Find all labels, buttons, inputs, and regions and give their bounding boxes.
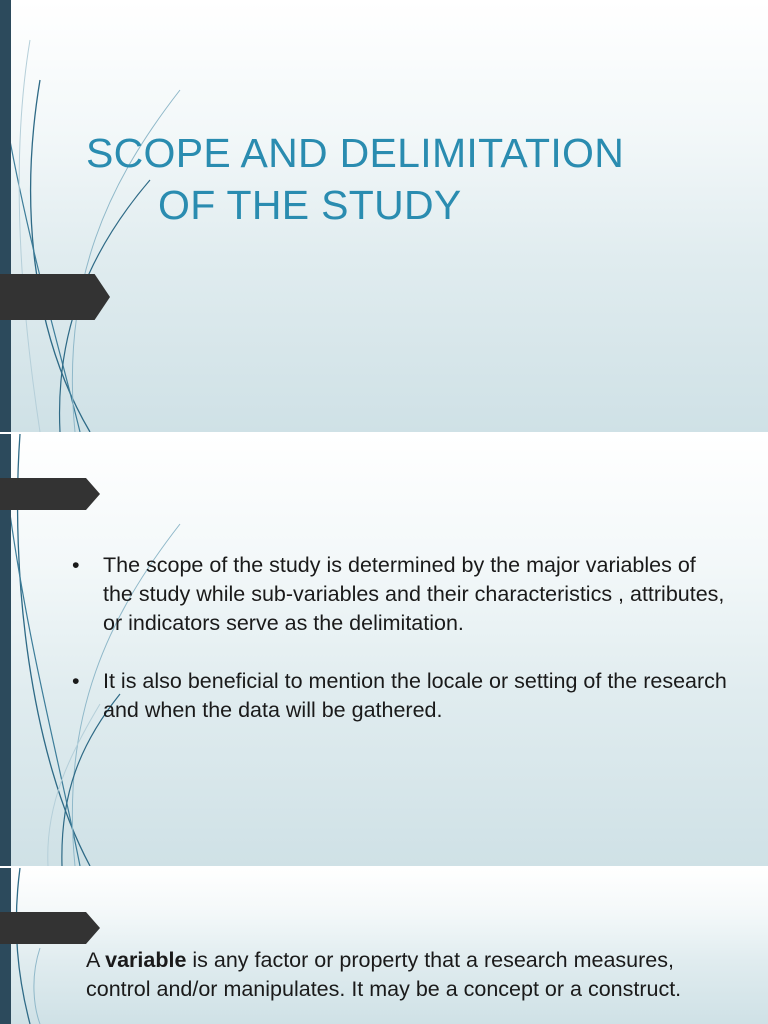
bullet-item [70, 551, 730, 638]
definition-prefix: A [86, 948, 106, 972]
left-accent-bar [0, 868, 11, 1024]
bullet-list [70, 551, 730, 754]
title-line-2: OF THE STUDY [158, 182, 462, 228]
bullet-text: It is also beneficial to mention the locale or setting of the research and when the data will be gathered. [103, 669, 727, 722]
title-line-1: SCOPE AND DELIMITATION [86, 130, 625, 176]
definition-term: variable [105, 948, 187, 972]
slide-title [0, 0, 768, 432]
bullet-text: The scope of the study is determined by the major variables of the study while sub-variables and their characteristics , attributes, or indicators serve as the delimitation. [103, 553, 725, 635]
slide-tab-marker [0, 912, 100, 944]
variable-definition [86, 946, 706, 1004]
definition-text: is any factor or property that a research measures, control and/or manipulates. It may be a concept or a construct. [86, 948, 682, 1001]
slide-title-text [86, 127, 624, 231]
slide-scope [0, 434, 768, 866]
slide-variable [0, 868, 768, 1024]
bullet-item [70, 667, 730, 725]
slide-tab-marker [0, 274, 110, 320]
bullet-dot-icon: • [72, 553, 80, 577]
bullet-dot-icon: • [72, 669, 80, 693]
slide-tab-marker [0, 478, 100, 510]
left-accent-bar [0, 0, 11, 432]
